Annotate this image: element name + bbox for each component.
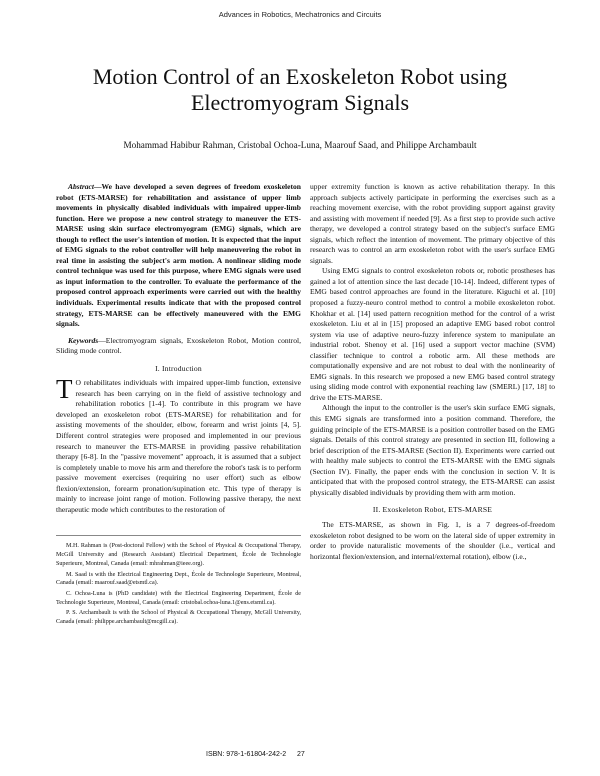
running-header: Advances in Robotics, Mechatronics and Circuits — [218, 10, 382, 19]
section-heading-introduction: I. Introduction — [155, 363, 202, 373]
section-heading-exoskeleton: II. Exoskeleton Robot, ETS-MARSE — [372, 505, 493, 515]
footnote: C. Ochoa-Luna is (PhD candidate) with the Electrical Engineering Department, École de Technologie Superieure, Montreal, Canada (email: cristobal.ochoa-luna.1@ens.etsmtl.ca). — [56, 590, 301, 606]
footnote: M. Saad is with the Electrical Engineering Dept., École de Technologie Superieure, Montreal, Canada (email: maarouf.saad@etsmtl.ca). — [56, 571, 301, 587]
body-paragraph: Although the input to the controller is the user's skin surface EMG signals, this EMG signals are transformed into a position command. Therefore, the guiding principle of the ETS-MARSE is a position controller based on the EMG signals. Details of this control strategy are presented in section III, following a brief description of the ETS-MARSE (Section II). Experiments were carried out with healthy male subjects to control the ETS-MARSE with the EMG signals (Section IV). Finally, the paper ends with the conclusion in section V. It is anticipated that with the proposed control strategy, the ETS-MARSE can assist physically disabled individuals by providing them with arm motion. — [310, 403, 555, 497]
right-column — [310, 182, 555, 562]
footnotes — [56, 535, 301, 626]
drop-cap: T — [56, 374, 73, 405]
abstract-text: —We have developed a seven degrees of freedom exoskeleton robot (ETS-MARSE) for rehabilitation and assistance of upper limb movements in physically disabled individuals with impaired upper-limb function. Here we propose a new control strategy to maneuver the ETS-MARSE using skin surface electromyogram (EMG) signals, which are though to reflect the user's intention of motion. It is expected that the input of EMG signals to the robot controller will help maneuvering the robot in real time in assisting the subject's arm motion. A nonlinear sliding mode control technique was used for this purpose, where EMG signals were used as input information to the controller. To evaluate the performance of the proposed control approach experiments were carried out with the healthy individuals. Experimental results indicate that with the proposed control strategy, ETS-MARSE can be effectively maneuvered with the EMG signals. — [56, 182, 301, 329]
keywords — [56, 336, 301, 357]
keywords-lead: Keywords — [68, 335, 99, 345]
isbn: ISBN: 978-1-61804-242-2 — [206, 751, 287, 758]
abstract — [56, 182, 301, 330]
footnote: P. S. Archambault is with the School of Physical & Occupational Therapy, McGill University, Canada (email: philippe.archambault@mcgill.ca). — [56, 610, 301, 626]
footnote: M.H. Rahman is (Post-doctoral Fellow) with the School of Physical & Occupational Therapy, McGill University and (Research Assistant) Electrical Department, École de Technologie Superieure, Montreal, Canada (email: mhrahman@ieee.org). — [56, 543, 301, 567]
keywords-text: —Electromyogram signals, Exoskeleton Robot, Motion control, Sliding mode control. — [56, 335, 301, 356]
page-number: 27 — [297, 751, 305, 758]
intro-paragraph — [56, 374, 301, 515]
left-column — [56, 182, 301, 629]
body-paragraph: upper extremity function is known as active rehabilitation therapy. In this approach subjects actively participate in performing the exercises such as a reaching movement exercise, with the robot providing support against gravity and assisting with movement if needed [9]. As a first step to provide such active therapy, we developed a control strategy based on the subject's surface EMG signals, which reflect the intention of movement. The primary objective of this research was to control an arm exoskeleton robot with the user's surface EMG signals. — [310, 182, 555, 265]
author-list: Mohammad Habibur Rahman, Cristobal Ochoa-Luna, Maarouf Saad, and Philippe Archambault — [123, 140, 477, 150]
body-paragraph: Using EMG signals to control exoskeleton robots or, robotic prostheses has gained a lot of attention since the last decade [10-14]. Indeed, different types of EMG based control approaches are found in the literature. Kiguchi et al. [10] proposed a fuzzy-neuro control method to control a mobile exoskeleton robot. Khokhar et al. [14] used pattern recognition method for the control of a wrist exoskeleton. Liu et al in [15] proposed an adaptive EMG based robot control system via use of adaptive neuro-fuzzy inference system to manipulate an industrial robot. Shenoy et al. [16] used a support vector machine (SVM) classifier technique to control a robotic arm. All these methods are computationally expensive and are not robust to deal with the nonlinearity of EMG signals. In this research we proposed a new EMG based control strategy using sliding mode control with exponential reaching law (SMERL) [17, 18] to drive the ETS-MARSE. — [310, 266, 555, 402]
paper-title: Motion Control of an Exoskeleton Robot using Electromyogram Signals — [92, 64, 508, 115]
abstract-lead: Abstract — [68, 182, 94, 191]
body-paragraph: The ETS-MARSE, as shown in Fig. 1, is a 7 degrees-of-freedom exoskeleton robot designed to be worn on the lateral side of upper extremity in order to provide naturalistic movements of the shoulder (i.e., vertical and horizontal flexion/extension, and internal/external rotation), elbow (i.e., — [310, 519, 555, 561]
intro-text: O rehabilitates individuals with impaired upper-limb function, extensive research has been carrying on in the field of assistive technology and rehabilitation robotics [1-4]. To contribute in this program we have developed an exoskeleton robot (ETS-MARSE) for rehabilitation and for assisting movements of the shoulder, elbow, forearm and wrist joints [4, 5]. Different control strategies were proposed and implemented in our previous research to maneuver the ETS-MARSE in providing passive rehabilitation therapy [6-8]. In the "passive movement" approach, it is assumed that a subject is completely unable to move his arm and therefore the robot's task is to perform passive movement exercises (requiring no user effort) such as elbow flexion/extension, forearm pronation/supination etc. This type of therapy is mainly to increase joint range of motion. Following passive therapy, the next therapeutic mode which contributes to the restoration of — [56, 378, 301, 514]
